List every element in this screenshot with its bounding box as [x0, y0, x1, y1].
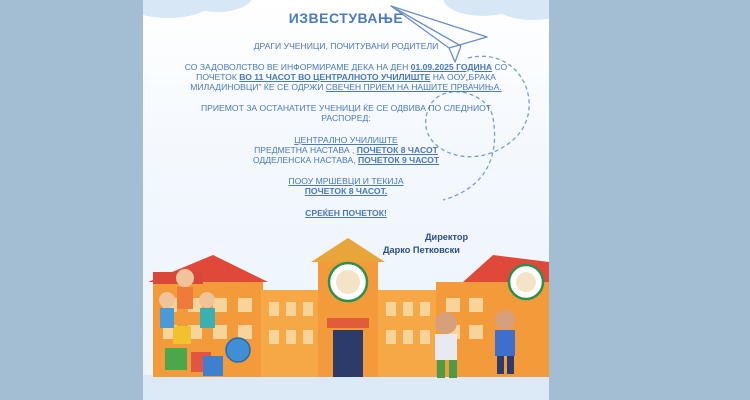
greeting: ДРАГИ УЧЕНИЦИ, ПОЧИТУВАНИ РОДИТЕЛИ: [253, 41, 439, 51]
signature-name: Дарко Петковски: [383, 245, 460, 255]
regional-school-heading: ПООУ МРШЕВЦИ И ТЕКИЈА: [288, 176, 404, 186]
regional-school-time: ПОЧЕТОК 8 ЧАСОТ.: [304, 186, 388, 197]
notice-poster: [143, 0, 549, 400]
event-name: СВЕЧЕН ПРИЕМ НА НАШИТЕ ПРВАЧИЊА.: [325, 82, 502, 93]
regional-school-schedule: [151, 176, 541, 196]
notice-title: ИЗВЕСТУВАЊЕ: [288, 10, 404, 26]
class-teaching-time: ПОЧЕТОК 9 ЧАСОТ: [358, 155, 440, 166]
globe: [226, 338, 250, 362]
event-date: 01.09.2025 ГОДИНА: [410, 62, 493, 72]
opening-paragraph: СО ЗАДОВОЛСТВО ВЕ ИНФОРМИРАМЕ ДЕКА НА ДЕН 01.09.2025 ГОДИНА СО ПОЧЕТОК ВО 11 ЧАСОТ ВО ЦЕНТРАЛНОТО УЧИЛИШТЕ НА ООУ„БРАКА МИЛАДИНОВЦИ" ЌЕ СЕ ОДРЖИ СВЕЧЕН ПРИЕМ НА НАШИТЕ ПРВАЧИЊА.: [184, 62, 508, 93]
subject-teaching-time: ПОЧЕТОК 8 ЧАСОТ: [356, 145, 438, 156]
good-start-wish: СРЕЌЕН ПОЧЕТОК!: [305, 208, 387, 218]
event-time-location: ВО 11 ЧАСОТ ВО ЦЕНТРАЛНОТО УЧИЛИШТЕ: [239, 72, 431, 83]
central-school-schedule: ЦЕНТРАЛНО УЧИЛИШТЕ ПРЕДМЕТНА НАСТАВА , ПОЧЕТОК 8 ЧАСОТ ОДДЕЛЕНСКА НАСТАВА, ПОЧЕТОК 9 ЧАСОТ: [252, 135, 440, 166]
poster-illustration: [143, 0, 549, 400]
schedule-intro: ПРИЕМОТ ЗА ОСТАНАТИТЕ УЧЕНИЦИ ЌЕ СЕ ОДВИВА ПО СЛЕДНИОТ РАСПОРЕД:: [200, 103, 492, 124]
signature-role: Директор: [425, 232, 469, 242]
central-school-heading: ЦЕНТРАЛНО УЧИЛИШТЕ: [294, 135, 398, 145]
